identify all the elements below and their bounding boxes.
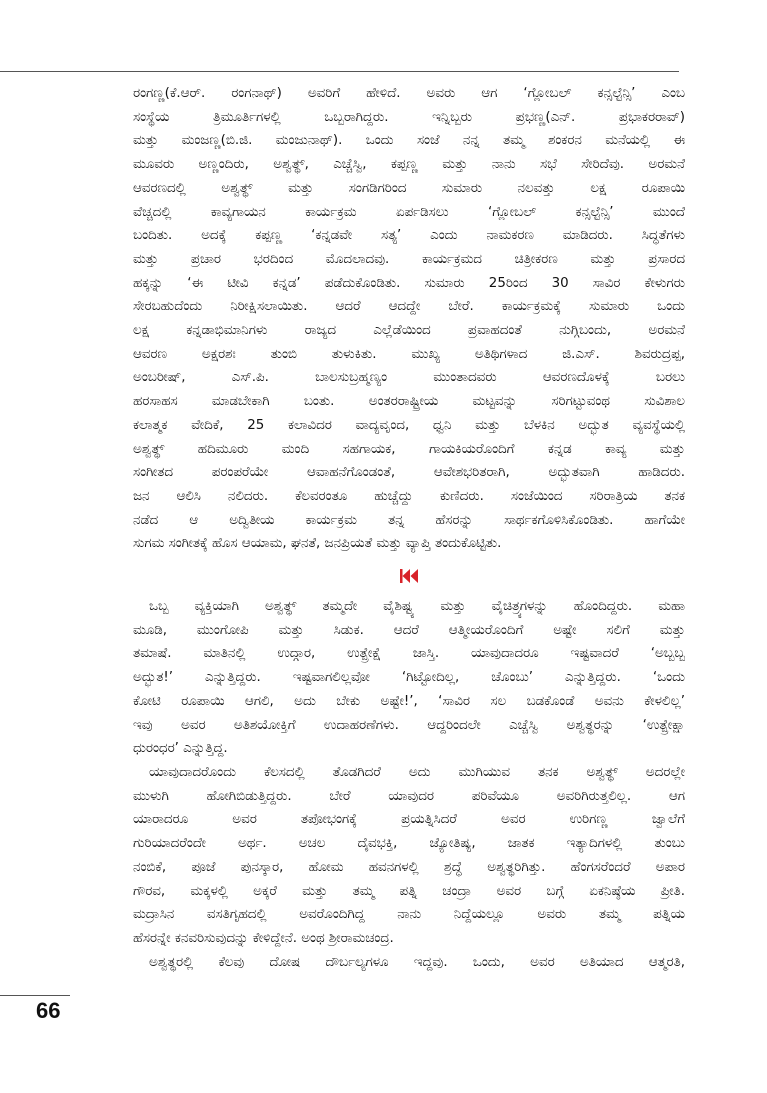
text-line: ತಮಾಷೆ. ಮಾತಿನಲ್ಲಿ ಉದ್ಗಾರ, ಉತ್ಪ್ರೇಕ್ಷೆ ಜಾಸ್ತಿ. ಯಾವುದಾದರೂ ಇಷ್ಟವಾದರೆ ‘ಅಬ್ಬಬ್ಬ	[133, 646, 685, 662]
text-line: ಬಂದಿತು. ಅದಕ್ಕೆ ಕಪ್ಪಣ್ಣ ‘ಕನ್ನಡವೇ ಸತ್ಯ’ ಎಂದು ನಾಮಕರಣ ಮಾಡಿದರು. ಸಿದ್ಧತೆಗಳು	[133, 228, 685, 244]
text-line: ಹೆಸರನ್ನೇ ಕನವರಿಸುವುದನ್ನು ಕೇಳಿದ್ದೇನೆ. ಅಂಥ ಶ್ರೀರಾಮಚಂದ್ರ.	[133, 930, 394, 946]
text-line: ಗೌರವ, ಮಕ್ಕಳಲ್ಲಿ ಅಕ್ಕರೆ ಮತ್ತು ತಮ್ಮ ಪತ್ನಿ ಚಂದ್ರಾ ಅವರ ಬಗ್ಗೆ ಏಕನಿಷ್ಠೆಯ ಪ್ರೀತಿ.	[133, 883, 685, 899]
text-line: ಅಶ್ವತ್ಥ್ ಹದಿಮೂರು ಮಂದಿ ಸಹಗಾಯಕ, ಗಾಯಕಿಯರೊಂದಿಗೆ ಕನ್ನಡ ಕಾವ್ಯ ಮತ್ತು	[133, 441, 685, 457]
text-line: ಮತ್ತು ಮಂಜಣ್ಣ(ಬಿ.ಜಿ. ಮಂಜುನಾಥ್). ಒಂದು ಸಂಜೆ ನನ್ನ ತಮ್ಮ ಶಂಕರನ ಮನೆಯಲ್ಲಿ ಈ	[133, 133, 685, 149]
text-line: ಸೇರಬಹುದೆಂದು ನಿರೀಕ್ಷಿಸಲಾಯಿತು. ಆದರೆ ಆದದ್ದೇ ಬೇರೆ. ಕಾರ್ಯಕ್ರಮಕ್ಕೆ ಸುಮಾರು ಒಂದು	[133, 299, 685, 315]
body-text	[133, 82, 685, 974]
paragraph-2	[133, 595, 685, 761]
text-line: ಮೂಡಿ, ಮುಂಗೋಪಿ ಮತ್ತು ಸಿಡುಕ. ಆದರೆ ಆತ್ಮೀಯರೊಂದಿಗೆ ಅಷ್ಟೇ ಸಲಿಗೆ ಮತ್ತು	[133, 622, 685, 638]
text-line: ಅಂಬರೀಷ್, ಎಸ್.ಪಿ. ಬಾಲಸುಬ್ರಹ್ಮಣ್ಯಂ ಮುಂತಾದವರು ಆವರಣದೊಳಕ್ಕೆ ಬರಲು	[133, 370, 685, 386]
text-line: ಮುಳುಗಿ ಹೋಗಿಬಿಡುತ್ತಿದ್ದರು. ಬೇರೆ ಯಾವುದರ ಪರಿವೆಯೂ ಅವರಿಗಿರುತ್ತಲಿಲ್ಲ. ಆಗ	[133, 788, 685, 804]
text-line: ಲಕ್ಷ ಕನ್ನಡಾಭಿಮಾನಿಗಳು ರಾಜ್ಯದ ಎಲ್ಲೆಡೆಯಿಂದ ಪ್ರವಾಹದಂತೆ ನುಗ್ಗಿಬಂದು, ಅರಮನೆ	[133, 323, 685, 339]
text-line: ಒಬ್ಬ ವ್ಯಕ್ತಿಯಾಗಿ ಅಶ್ವತ್ಥ್ ತಮ್ಮದೇ ವೈಶಿಷ್ಟ್ಯ ಮತ್ತು ವೈಚಿತ್ರ್ಯಗಳನ್ನು ಹೊಂದಿದ್ದರು. ಮಹಾ	[149, 599, 685, 615]
text-line: ಜನ ಆಲಿಸಿ ನಲಿದರು. ಕೆಲವರಂತೂ ಹುಚ್ಚೆದ್ದು ಕುಣಿದರು. ಸಂಜೆಯಿಂದ ಸರಿರಾತ್ರಿಯ ತನಕ	[133, 488, 685, 504]
text-line: ನಂಬಿಕೆ, ಪೂಜೆ ಪುನಸ್ಕಾರ, ಹೋಮ ಹವನಗಳಲ್ಲಿ ಶ್ರದ್ಧೆ ಅಶ್ವತ್ಥರಿಗಿತ್ತು. ಹೆಂಗಸರೆಂದರೆ ಅಪಾರ	[133, 859, 685, 875]
paragraph-3	[133, 761, 685, 951]
divider-bar	[400, 569, 403, 583]
text-line: ಮದ್ರಾಸಿನ ವಸತಿಗೃಹದಲ್ಲಿ ಅವರೊಂದಿಗಿದ್ದ ನಾನು ನಿದ್ದೆಯಲ್ಲೂ ಅವರು ತಮ್ಮ ಪತ್ನಿಯ	[133, 907, 685, 923]
text-line: ಕಲಾತ್ಮಕ ವೇದಿಕೆ, 25 ಕಲಾವಿದರ ವಾದ್ಯವೃಂದ, ಧ್ವನಿ ಮತ್ತು ಬೆಳಕಿನ ಅದ್ಭುತ ವ್ಯವಸ್ಥೆಯಲ್ಲಿ	[133, 417, 685, 433]
text-line: ಯಾವುದಾದರೊಂದು ಕೆಲಸದಲ್ಲಿ ತೊಡಗಿದರೆ ಅದು ಮುಗಿಯುವ ತನಕ ಅಶ್ವತ್ಥ್ ಅದರಲ್ಲೇ	[149, 764, 685, 780]
text-line: ಅಶ್ವತ್ಥರಲ್ಲಿ ಕೆಲವು ದೋಷ ದೌರ್ಬಲ್ಯಗಳೂ ಇದ್ದವು. ಒಂದು, ಅವರ ಅತಿಯಾದ ಆತ್ಮರತಿ,	[149, 954, 685, 970]
text-line: ರಂಗಣ್ಣ(ಕೆ.ಆರ್. ರಂಗನಾಥ್) ಅವರಿಗೆ ಹೇಳಿದೆ. ಅವರು ಆಗ ‘ಗ್ಲೋಬಲ್ ಕನ್ಸಲ್ಟೆನ್ಸಿ’ ಎಂಬ	[133, 86, 685, 101]
page-number: 66	[36, 998, 61, 1023]
text-line: ಸಂಗೀತದ ಪರಂಪರೆಯೇ ಆವಾಹನೆಗೊಂಡಂತೆ, ಆವೇಶಭರಿತರಾಗಿ, ಅದ್ಭುತವಾಗಿ ಹಾಡಿದರು.	[133, 465, 685, 481]
divider-triangle	[403, 569, 411, 583]
text-line: ಯಾರಾದರೂ ಅವರ ತಪೋಭಂಗಕ್ಕೆ ಪ್ರಯತ್ನಿಸಿದರೆ ಅವರ ಉರಿಗಣ್ಣ ಜ್ವಾಲೆಗೆ	[133, 812, 685, 828]
text-line: ಹರಸಾಹಸ ಮಾಡಬೇಕಾಗಿ ಬಂತು. ಅಂತರರಾಷ್ಟ್ರೀಯ ಮಟ್ಟವನ್ನು ಸರಿಗಟ್ಟುವಂಥ ಸುವಿಶಾಲ	[133, 394, 685, 410]
text-line: ವೆಚ್ಚದಲ್ಲಿ ಕಾವ್ಯಗಾಯನ ಕಾರ್ಯಕ್ರಮ ಏರ್ಪಡಿಸಲು ‘ಗ್ಲೋಬಲ್ ಕನ್ಸಲ್ಟೆನ್ಸಿ’ ಮುಂದೆ	[133, 204, 685, 220]
text-line: ಅದ್ಭುತ!’ ಎನ್ನುತ್ತಿದ್ದರು. ಇಷ್ಟವಾಗಲಿಲ್ಲವೋ ‘ಗಿಟ್ಟೋದಿಲ್ಲ, ಚೊಂಬು’ ಎನ್ನುತ್ತಿದ್ದರು. ‘ಒಂದು	[133, 670, 685, 686]
page-number-rule	[0, 995, 70, 996]
text-line: ಮತ್ತು ಪ್ರಚಾರ ಭರದಿಂದ ಮೊದಲಾದವು. ಕಾರ್ಯಕ್ರಮದ ಚಿತ್ರೀಕರಣ ಮತ್ತು ಪ್ರಸಾರದ	[133, 251, 685, 267]
text-line: ಧುರಂಧರ’ ಎನ್ನುತ್ತಿದ್ದ.	[133, 741, 228, 757]
top-rule	[0, 71, 679, 72]
paragraph-1	[133, 82, 685, 556]
divider-triangle	[411, 569, 419, 583]
text-line: ಇವು ಅವರ ಅತಿಶಯೋಕ್ತಿಗೆ ಉದಾಹರಣೆಗಳು. ಆದ್ದರಿಂದಲೇ ಎಚ್ಚೆಸ್ವಿ ಅಶ್ವತ್ಥರನ್ನು ‘ಉತ್ಪ್ರೇಕ್ಷಾ	[133, 717, 685, 733]
text-line: ಆವರಣ ಅಕ್ಷರಶಃ ತುಂಬಿ ತುಳುಕಿತು. ಮುಖ್ಯ ಅತಿಥಿಗಳಾದ ಜಿ.ಎಸ್. ಶಿವರುದ್ರಪ್ಪ,	[133, 346, 685, 362]
text-line: ಗುರಿಯಾದರೆಂದೇ ಅರ್ಥ. ಅಚಲ ದೈವಭಕ್ತಿ, ಜ್ಯೋತಿಷ್ಯ, ಜಾತಕ ಇತ್ಯಾದಿಗಳಲ್ಲಿ ತುಂಬು	[133, 836, 685, 852]
text-line: ಮೂವರು ಅಣ್ಣಂದಿರು, ಅಶ್ವತ್ಥ್, ಎಚ್ಚೆಸ್ವಿ, ಕಪ್ಪಣ್ಣ ಮತ್ತು ನಾನು ಸಭೆ ಸೇರಿದೆವು. ಅರಮನೆ	[133, 157, 685, 173]
text-line: ಆವರಣದಲ್ಲಿ ಅಶ್ವತ್ಥ್ ಮತ್ತು ಸಂಗಡಿಗರಿಂದ ಸುಮಾರು ನಲವತ್ತು ಲಕ್ಷ ರೂಪಾಯಿ	[133, 180, 685, 196]
text-line: ಸುಗಮ ಸಂಗೀತಕ್ಕೆ ಹೊಸ ಆಯಾಮ, ಘನತೆ, ಜನಪ್ರಿಯತೆ ಮತ್ತು ವ್ಯಾಪ್ತಿ ತಂದುಕೊಟ್ಟಿತು.	[133, 536, 502, 552]
double-left-triangle-icon	[400, 569, 418, 583]
text-line: ಹಕ್ಕನ್ನು ‘ಈ ಟೀವಿ ಕನ್ನಡ’ ಪಡೆದುಕೊಂಡಿತು. ಸುಮಾರು 25ರಿಂದ 30 ಸಾವಿರ ಕೇಳುಗರು	[133, 275, 685, 291]
paragraph-4	[133, 951, 685, 975]
text-line: ನಡೆದ ಆ ಅದ್ವಿತೀಯ ಕಾರ್ಯಕ್ರಮ ತನ್ನ ಹೆಸರನ್ನು ಸಾರ್ಥಕಗೊಳಿಸಿಕೊಂಡಿತು. ಹಾಗೆಯೇ	[133, 512, 685, 528]
text-line: ಸಂಸ್ಥೆಯ ತ್ರಿಮೂರ್ತಿಗಳಲ್ಲಿ ಒಬ್ಬರಾಗಿದ್ದರು. ಇನ್ನಿಬ್ಬರು ಪ್ರಭಣ್ಣ(ಎನ್. ಪ್ರಭಾಕರರಾವ್)	[133, 109, 685, 125]
text-line: ಕೋಟಿ ರೂಪಾಯಿ ಆಗಲಿ, ಅದು ಬೇಕು ಅಷ್ಟೇ!’, ‘ಸಾವಿರ ಸಲ ಬಡಕೊಂಡೆ ಅವನು ಕೇಳಲಿಲ್ಲ’	[133, 693, 685, 709]
section-divider	[133, 556, 685, 595]
